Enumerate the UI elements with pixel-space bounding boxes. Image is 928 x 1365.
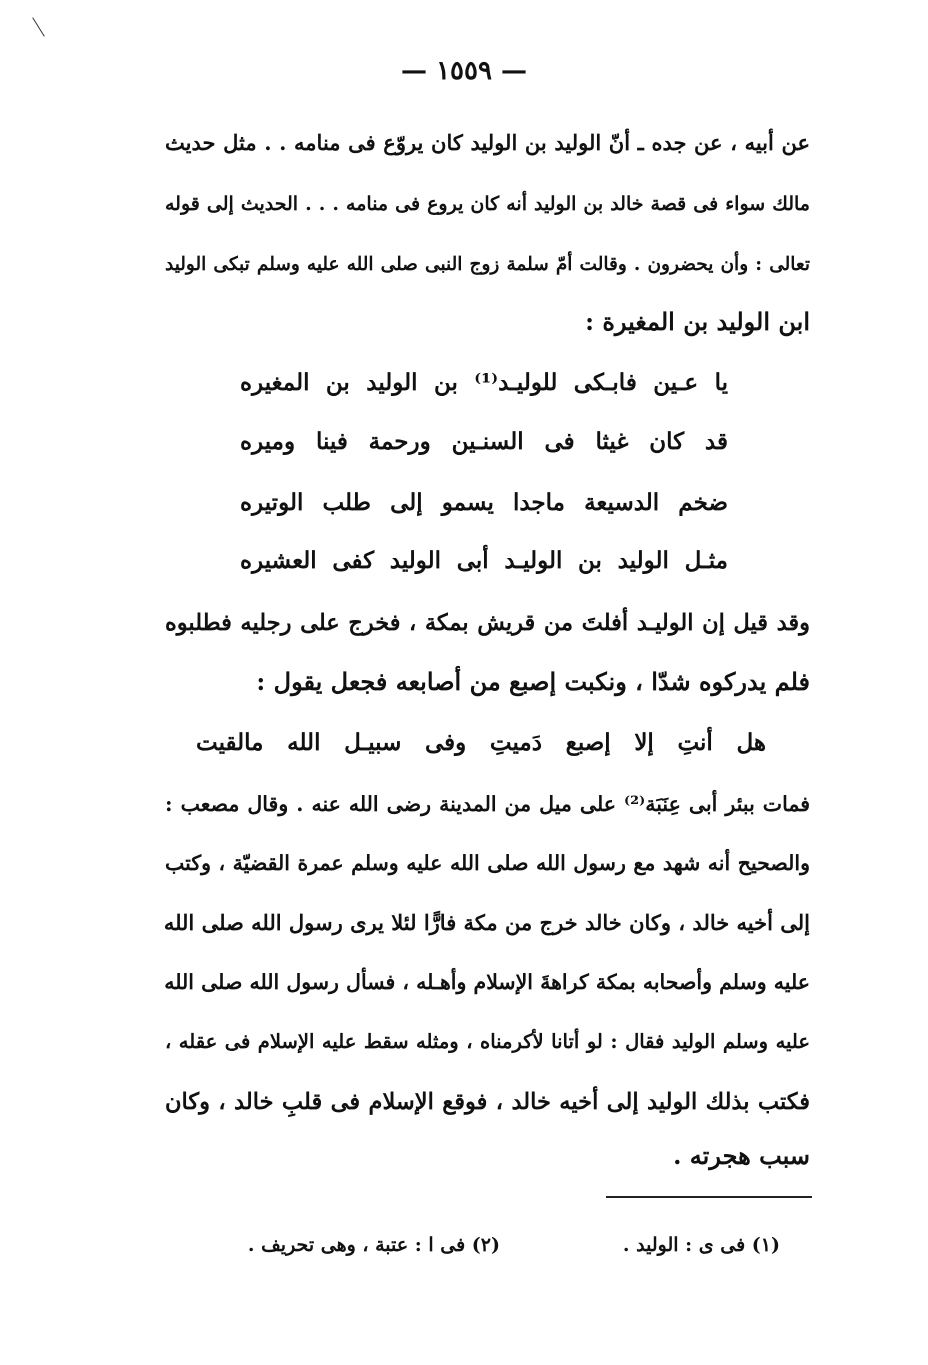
- text-line: إلى أخيه خالد ، وكان خالد خرج من مكة فارًّا لئلا يرى رسول الله صلى الله: [163, 910, 810, 935]
- text-line: عليه وسلم الوليد فقال : لو أتانا لأكرمناه ، ومثله سقط عليه الإسلام فى عقله ،: [165, 1030, 810, 1053]
- text-line: فكتب بذلك الوليد إلى أخيه خالد ، فوقع الإسلام فى قلبِ خالد ، وكان: [165, 1089, 810, 1115]
- text-line: والصحيح أنه شهد مع رسول الله صلى الله عليه وسلم عمرة القضيّة ، وكتب: [165, 851, 810, 875]
- text-line: فمات ببئر أبى عِنَبَة⁽²⁾ على ميل من المدينة رضى الله عنه . وقال مصعب :: [165, 792, 810, 816]
- text-line: تعالى : وأن يحضرون . وقالت أمّ سلمة زوج النبى صلى الله عليه وسلم تبكى الوليد: [165, 254, 810, 275]
- text-line: فلم يدركوه شدّا ، ونكبت إصبع من أصابعه فجعل يقول :: [256, 667, 810, 696]
- text-line: وقد قيل إن الوليـد أفلتَ من قريش بمكة ، فخرج على رجليه فطلبوه: [165, 610, 810, 636]
- footnote-2: (٢) فى ا : عتبة ، وهى تحريف .: [247, 1234, 500, 1256]
- poem-line: مثـل الوليد بن الوليـد أبى الوليد كفى العشيره: [240, 547, 728, 574]
- poem-line: ضخم الدسيعة ماجدا يسمو إلى طلب الوتيره: [240, 489, 728, 516]
- footnote-divider: [606, 1196, 812, 1198]
- text-line: ابن الوليد بن المغيرة :: [585, 307, 810, 336]
- poem-line: يا عـين فابـكى للوليـد⁽¹⁾ بن الوليد بن المغيره: [240, 369, 728, 396]
- footnote-1: (١) فى ى : الوليد .: [622, 1234, 780, 1256]
- text-line: سبب هجرته .: [673, 1141, 810, 1170]
- page-number: — ١٥٥٩ —: [401, 56, 527, 86]
- verse-line: هل أنتِ إلا إصبع دَميتِ وفى سبيـل الله مالقيت: [196, 729, 766, 756]
- text-line: مالك سواء فى قصة خالد بن الوليد أنه كان يروع فى منامه . . . الحديث إلى قوله: [165, 193, 810, 215]
- poem-line: قد كان غيثا فى السنـين ورحمة فينا وميره: [240, 428, 728, 455]
- text-line: عليه وسلم وأصحابه بمكة كراهةَ الإسلام وأهـله ، فسأل رسول الله صلى الله: [164, 970, 810, 994]
- text-line: عن أبيه ، عن جده ـ أنّ الوليد بن الوليد كان يروّع فى منامه . . مثل حديث: [165, 130, 810, 155]
- edge-mark: [32, 17, 45, 36]
